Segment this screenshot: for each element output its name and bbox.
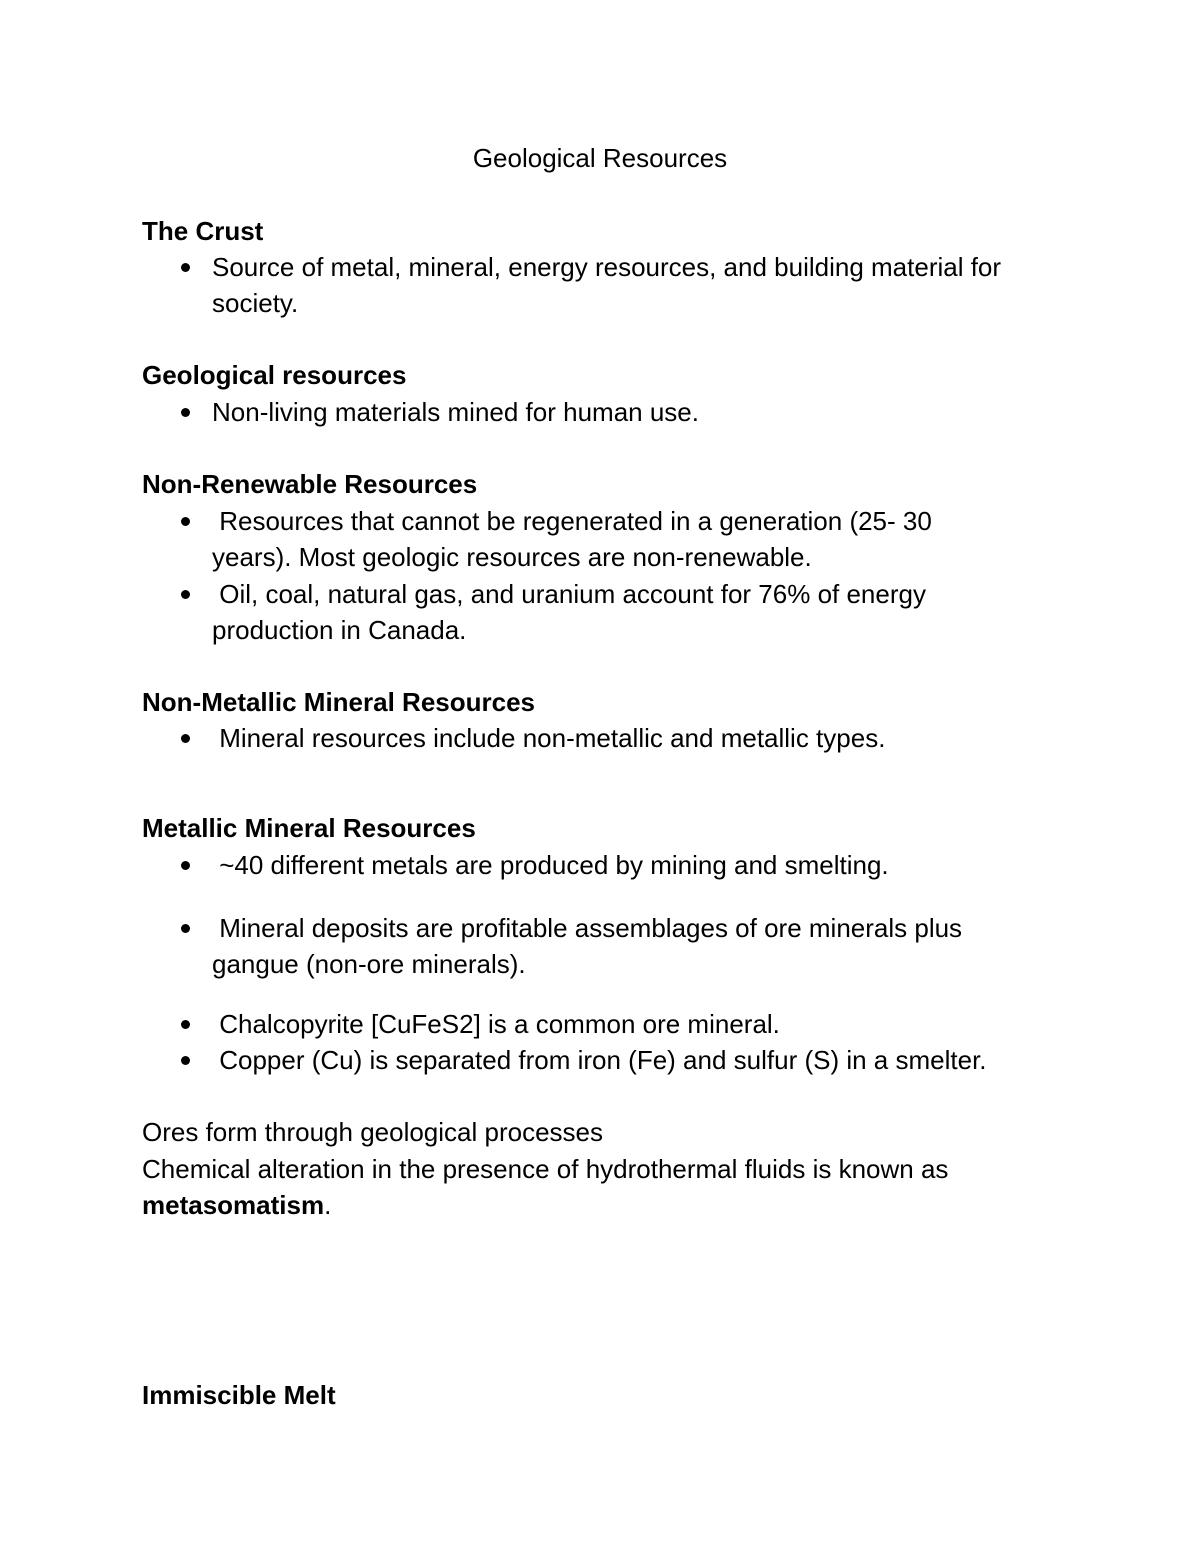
bullet-text: Mineral deposits are profitable assemblages of ore minerals plus gangue (non-ore minerals).: [212, 913, 970, 979]
bullet-text: Chalcopyrite [CuFeS2] is a common ore mineral.: [212, 1009, 780, 1039]
bullet-icon: [181, 1020, 190, 1029]
bullet-text: Mineral resources include non-metallic and metallic types.: [212, 723, 886, 753]
heading-geological-resources: Geological resources: [142, 360, 407, 390]
heading-the-crust: The Crust: [142, 216, 264, 246]
bullet-icon: [181, 861, 190, 870]
alteration-paragraph: [142, 1151, 1022, 1223]
bullet-icon: [181, 924, 190, 933]
bullet-text: ~40 different metals are produced by mining and smelting.: [212, 850, 889, 880]
bullet-icon: [181, 590, 190, 599]
heading-non-metallic-mineral-resources: Non-Metallic Mineral Resources: [142, 687, 535, 717]
heading-non-renewable-resources: Non-Renewable Resources: [142, 469, 478, 499]
document-title: Geological Resources: [472, 143, 728, 173]
alteration-period: .: [324, 1190, 332, 1220]
heading-immiscible-melt: Immiscible Melt: [142, 1380, 336, 1410]
bullet-text: Copper (Cu) is separated from iron (Fe) and sulfur (S) in a smelter.: [212, 1045, 987, 1075]
alteration-term: metasomatism: [142, 1190, 325, 1220]
bullet-text: Source of metal, mineral, energy resources, and building material for society.: [212, 252, 1009, 318]
alteration-text: Chemical alteration in the presence of hydrothermal fluids is known as: [142, 1154, 949, 1184]
bullet-text: Non-living materials mined for human use.: [212, 397, 699, 427]
ores-paragraph: Ores form through geological processes: [142, 1117, 604, 1147]
bullet-icon: [181, 517, 190, 526]
bullet-text: Resources that cannot be regenerated in a generation (25- 30 years). Most geologic resources are non-renewable.: [212, 506, 940, 572]
bullet-icon: [181, 1056, 190, 1065]
heading-metallic-mineral-resources: Metallic Mineral Resources: [142, 813, 476, 843]
bullet-icon: [181, 263, 190, 272]
bullet-icon: [181, 734, 190, 743]
bullet-text: Oil, coal, natural gas, and uranium account for 76% of energy production in Canada.: [212, 579, 934, 645]
bullet-icon: [181, 408, 190, 417]
